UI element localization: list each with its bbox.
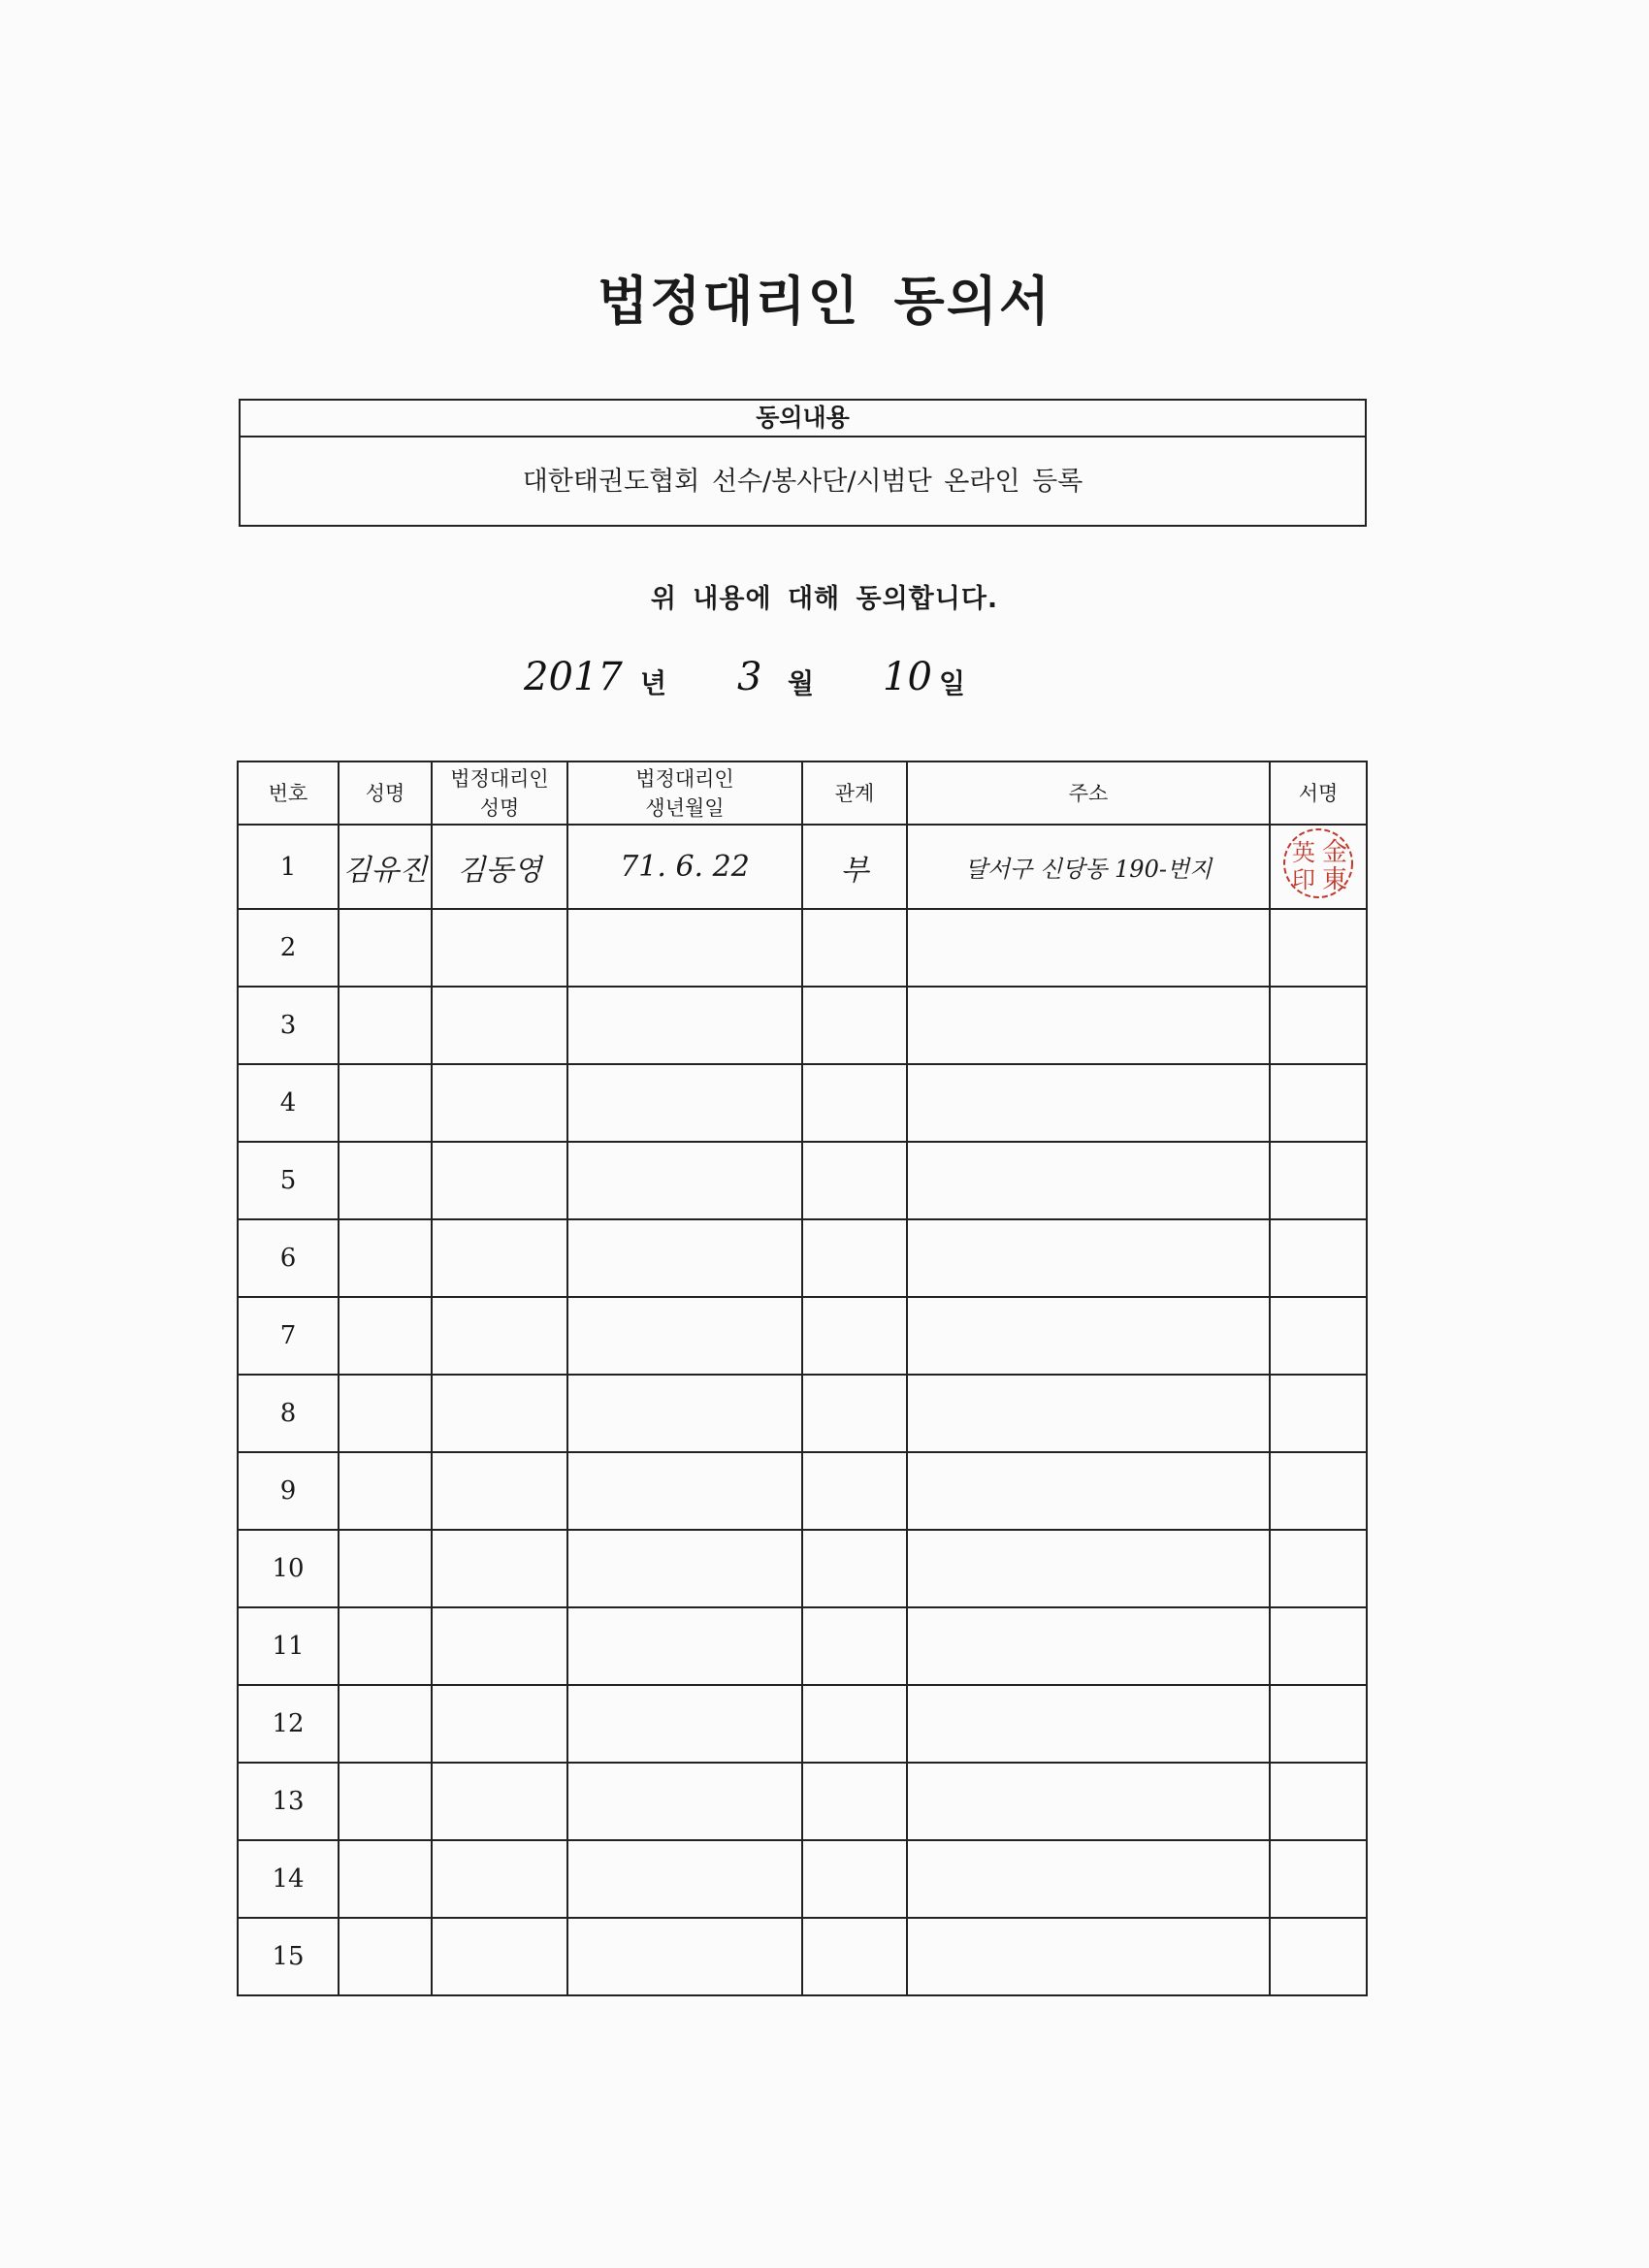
cell-relation [802, 1297, 907, 1375]
cell-guardian-name [432, 1840, 567, 1918]
cell-address [907, 1918, 1270, 1995]
cell-guardian-name [432, 1685, 567, 1763]
header-guardian-birth-line1: 법정대리인 [635, 766, 734, 791]
cell-guardian-name [432, 1297, 567, 1375]
cell-guardian-name [432, 909, 567, 987]
cell-address [907, 1452, 1270, 1530]
date-month-unit: 월 [788, 667, 815, 699]
cell-no: 6 [238, 1219, 339, 1297]
table-row [238, 987, 1367, 1064]
cell-name [339, 1763, 432, 1840]
cell-name [339, 1142, 432, 1219]
cell-guardian-birth [567, 1142, 802, 1219]
table-row [238, 1297, 1367, 1375]
page-title: 법정대리인 동의서 [597, 271, 1052, 332]
cell-name: 김유진 [339, 825, 432, 909]
guardian-table [237, 761, 1368, 1996]
cell-no: 3 [238, 987, 339, 1064]
cell-no: 13 [238, 1763, 339, 1840]
cell-no: 7 [238, 1297, 339, 1375]
cell-relation [802, 1685, 907, 1763]
cell-guardian-birth [567, 1064, 802, 1142]
cell-guardian-birth [567, 1219, 802, 1297]
cell-guardian-birth [567, 1297, 802, 1375]
cell-signature [1270, 1763, 1367, 1840]
cell-address [907, 909, 1270, 987]
date-day: 10 [883, 655, 932, 699]
header-relation: 관계 [802, 761, 907, 825]
cell-name [339, 1607, 432, 1685]
table-row [238, 1142, 1367, 1219]
cell-signature [1270, 825, 1367, 909]
table-row [238, 1607, 1367, 1685]
cell-no: 12 [238, 1685, 339, 1763]
cell-address [907, 1375, 1270, 1452]
cell-address [907, 1607, 1270, 1685]
table-row [238, 909, 1367, 987]
cell-no: 15 [238, 1918, 339, 1995]
cell-name [339, 1375, 432, 1452]
cell-relation [802, 1840, 907, 1918]
cell-relation [802, 1607, 907, 1685]
cell-address [907, 1840, 1270, 1918]
cell-guardian-birth [567, 1840, 802, 1918]
cell-signature [1270, 1064, 1367, 1142]
cell-name [339, 1685, 432, 1763]
header-name: 성명 [339, 761, 432, 825]
cell-guardian-birth [567, 1607, 802, 1685]
seal-stamp [1280, 826, 1356, 901]
cell-guardian-birth [567, 1452, 802, 1530]
cell-name [339, 1219, 432, 1297]
table-row [238, 1452, 1367, 1530]
cell-name [339, 1530, 432, 1607]
cell-signature [1270, 1375, 1367, 1452]
cell-address [907, 1142, 1270, 1219]
header-guardian-name-line2: 성명 [479, 795, 520, 820]
svg-text:英: 英 [1292, 839, 1315, 866]
cell-signature [1270, 1840, 1367, 1918]
cell-guardian-name [432, 1452, 567, 1530]
date-year: 2017 [524, 655, 623, 699]
cell-signature [1270, 1607, 1367, 1685]
cell-guardian-birth [567, 1918, 802, 1995]
cell-relation [802, 1452, 907, 1530]
table-row [238, 1530, 1367, 1607]
cell-relation [802, 1375, 907, 1452]
cell-guardian-birth [567, 1530, 802, 1607]
table-row [238, 1064, 1367, 1142]
header-guardian-name [432, 761, 567, 825]
cell-name [339, 1452, 432, 1530]
cell-name [339, 1840, 432, 1918]
date-month: 3 [737, 655, 762, 699]
consent-header: 동의내용 [241, 401, 1365, 437]
cell-name [339, 909, 432, 987]
date-year-unit: 년 [640, 667, 667, 699]
cell-guardian-birth [567, 1763, 802, 1840]
cell-guardian-name [432, 1530, 567, 1607]
cell-guardian-name [432, 987, 567, 1064]
cell-guardian-name [432, 1375, 567, 1452]
cell-signature [1270, 1530, 1367, 1607]
cell-guardian-name [432, 1219, 567, 1297]
table-body [238, 825, 1367, 1995]
cell-signature [1270, 1142, 1367, 1219]
agree-statement: 위 내용에 대해 동의합니다. [650, 584, 999, 614]
header-guardian-birth-line2: 생년월일 [645, 795, 725, 820]
cell-address: 달서구 신당동 190-번지 [907, 825, 1270, 909]
cell-signature [1270, 1297, 1367, 1375]
table-row [238, 1840, 1367, 1918]
cell-no: 10 [238, 1530, 339, 1607]
table-row [238, 1375, 1367, 1452]
header-signature: 서명 [1270, 761, 1367, 825]
cell-name [339, 1297, 432, 1375]
date-row [0, 655, 1649, 713]
cell-signature [1270, 1918, 1367, 1995]
cell-no: 11 [238, 1607, 339, 1685]
cell-guardian-name [432, 1064, 567, 1142]
header-address: 주소 [907, 761, 1270, 825]
table-row [238, 1685, 1367, 1763]
cell-signature [1270, 1219, 1367, 1297]
cell-guardian-name [432, 1607, 567, 1685]
cell-relation [802, 1763, 907, 1840]
cell-address [907, 1685, 1270, 1763]
cell-guardian-birth: 71. 6. 22 [567, 825, 802, 909]
cell-guardian-name: 김동영 [432, 825, 567, 909]
cell-guardian-birth [567, 1375, 802, 1452]
header-guardian-name-line1: 법정대리인 [450, 766, 549, 791]
cell-address [907, 1530, 1270, 1607]
cell-address [907, 1763, 1270, 1840]
cell-relation [802, 909, 907, 987]
cell-relation [802, 1219, 907, 1297]
cell-guardian-birth [567, 987, 802, 1064]
cell-guardian-name [432, 1142, 567, 1219]
cell-relation [802, 1142, 907, 1219]
cell-no: 1 [238, 825, 339, 909]
cell-name [339, 987, 432, 1064]
svg-text:金: 金 [1321, 838, 1348, 867]
cell-guardian-birth [567, 1685, 802, 1763]
cell-address [907, 1064, 1270, 1142]
cell-name [339, 1918, 432, 1995]
cell-relation [802, 987, 907, 1064]
header-guardian-birth [567, 761, 802, 825]
cell-no: 8 [238, 1375, 339, 1452]
cell-signature [1270, 1685, 1367, 1763]
svg-text:印: 印 [1292, 866, 1315, 893]
svg-text:東: 東 [1321, 865, 1348, 894]
cell-signature [1270, 1452, 1367, 1530]
cell-no: 4 [238, 1064, 339, 1142]
table-row [238, 1219, 1367, 1297]
cell-relation: 부 [802, 825, 907, 909]
table-row [238, 1763, 1367, 1840]
cell-guardian-birth [567, 909, 802, 987]
cell-signature [1270, 909, 1367, 987]
cell-relation [802, 1064, 907, 1142]
cell-no: 9 [238, 1452, 339, 1530]
cell-no: 14 [238, 1840, 339, 1918]
consent-content: 대한태권도협회 선수/봉사단/시범단 온라인 등록 [522, 467, 1083, 497]
cell-no: 5 [238, 1142, 339, 1219]
date-day-unit: 일 [939, 667, 966, 699]
cell-name [339, 1064, 432, 1142]
cell-no: 2 [238, 909, 339, 987]
cell-guardian-name [432, 1763, 567, 1840]
table-header-row [238, 761, 1367, 825]
consent-box [239, 399, 1367, 527]
cell-address [907, 1219, 1270, 1297]
table-row [238, 1918, 1367, 1995]
cell-relation [802, 1530, 907, 1607]
cell-guardian-name [432, 1918, 567, 1995]
cell-signature [1270, 987, 1367, 1064]
cell-address [907, 987, 1270, 1064]
cell-address [907, 1297, 1270, 1375]
cell-relation [802, 1918, 907, 1995]
header-no: 번호 [238, 761, 339, 825]
table-row [238, 825, 1367, 909]
